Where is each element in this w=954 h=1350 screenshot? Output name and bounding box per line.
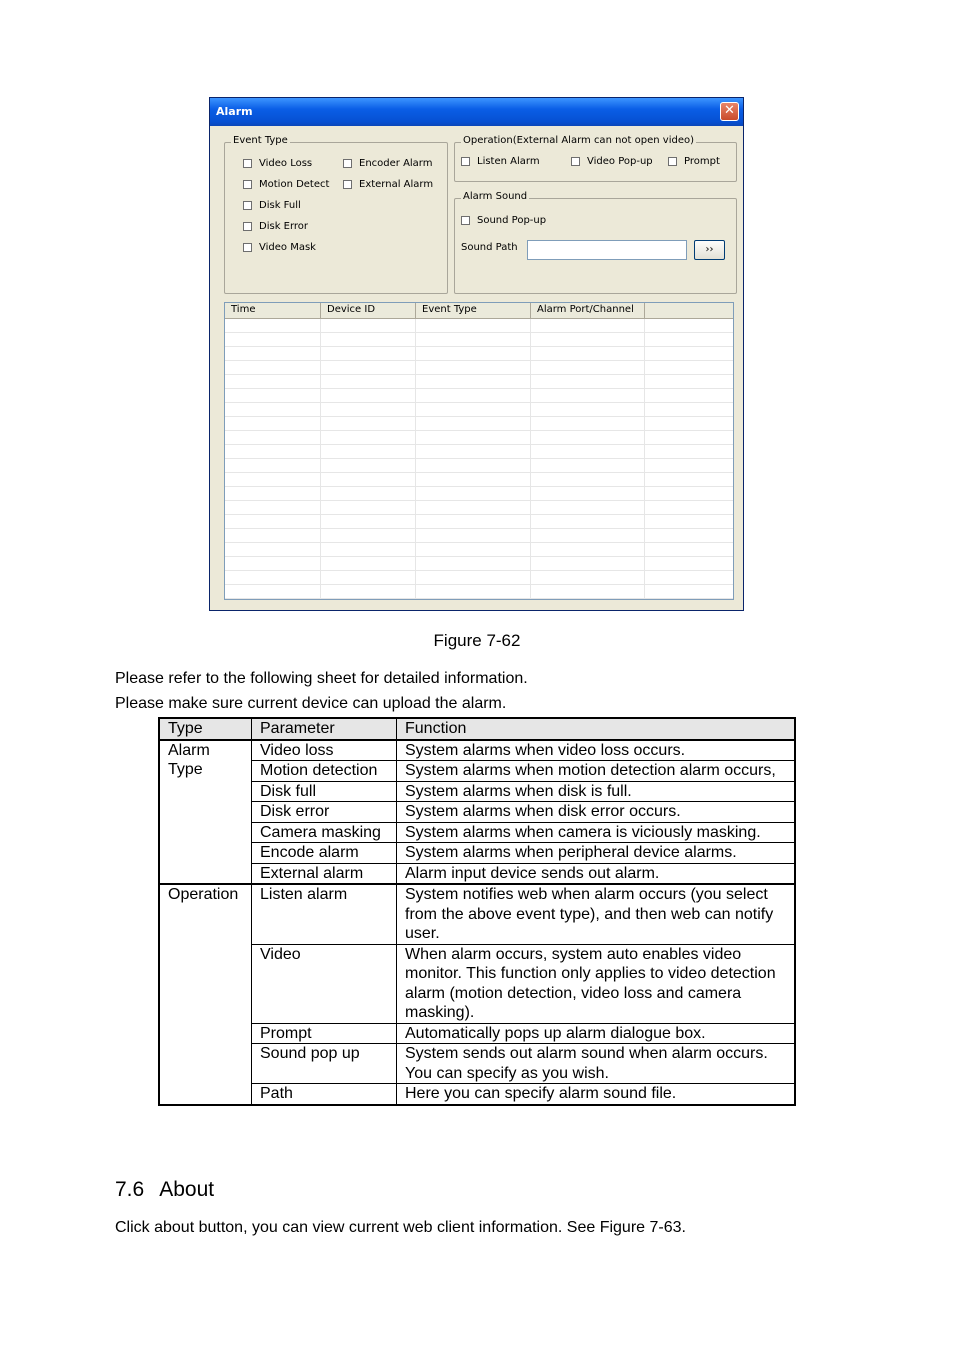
function-cell: Alarm input device sends out alarm. (397, 863, 796, 884)
parameter-cell: Encode alarm (252, 843, 397, 864)
checkbox-label: Encoder Alarm (359, 158, 433, 169)
column-header-event-type[interactable]: Event Type (416, 303, 531, 319)
checkbox-video-loss[interactable] (243, 158, 312, 169)
alarm-sound-legend: Alarm Sound (463, 191, 528, 202)
parameter-cell: Path (252, 1084, 397, 1105)
dialog-titlebar[interactable] (210, 98, 743, 126)
header-type: Type (159, 718, 252, 740)
function-cell: Here you can specify alarm sound file. (397, 1084, 796, 1105)
function-cell: System alarms when motion detection alarm occurs, (397, 761, 796, 782)
function-cell: System alarms when disk error occurs. (397, 802, 796, 823)
checkbox-disk-error[interactable] (243, 221, 308, 232)
alarm-list[interactable] (224, 302, 734, 600)
header-parameter: Parameter (252, 718, 397, 740)
function-cell: Automatically pops up alarm dialogue box. (397, 1023, 796, 1044)
close-button[interactable] (720, 102, 739, 121)
table-row (159, 802, 795, 823)
section-body: Click about button, you can view current web client information. See Figure 7-63. (115, 1219, 686, 1236)
parameter-cell: Listen alarm (252, 884, 397, 944)
checkbox-box[interactable] (571, 157, 580, 166)
function-cell: System alarms when disk is full. (397, 781, 796, 802)
parameter-cell: Prompt (252, 1023, 397, 1044)
checkbox-box[interactable] (243, 180, 252, 189)
header-function: Function (397, 718, 796, 740)
checkbox-video-popup[interactable] (571, 156, 653, 167)
section-heading (115, 1178, 214, 1202)
column-header-empty (645, 303, 733, 319)
checkbox-box[interactable] (343, 180, 352, 189)
checkbox-box[interactable] (243, 243, 252, 252)
function-cell: System alarms when peripheral device alarms. (397, 843, 796, 864)
checkbox-box[interactable] (243, 222, 252, 231)
checkbox-disk-full[interactable] (243, 200, 301, 211)
intro-paragraph-2: Please make sure current device can upload the alarm. (115, 695, 507, 712)
figure-caption: Figure 7-62 (433, 631, 521, 650)
browse-icon: ›› (705, 244, 714, 255)
table-row (159, 884, 795, 944)
function-cell: System alarms when video loss occurs. (397, 740, 796, 761)
table-row (159, 740, 795, 761)
browse-button[interactable] (694, 240, 725, 260)
checkbox-box[interactable] (243, 201, 252, 210)
table-row (159, 1023, 795, 1044)
dialog-title: Alarm (216, 105, 253, 118)
checkbox-motion-detect[interactable] (243, 179, 329, 190)
checkbox-box[interactable] (461, 157, 470, 166)
parameter-cell: Disk full (252, 781, 397, 802)
parameter-cell: External alarm (252, 863, 397, 884)
checkbox-label: Prompt (684, 156, 720, 167)
table-header-row (159, 718, 795, 740)
checkbox-label: Listen Alarm (477, 156, 540, 167)
alarm-list-header (225, 303, 733, 319)
type-cell: Alarm Type (159, 740, 252, 885)
event-type-legend: Event Type (233, 135, 288, 146)
parameter-cell: Sound pop up (252, 1044, 397, 1084)
table-row (159, 1084, 795, 1105)
checkbox-prompt[interactable] (668, 156, 720, 167)
intro-paragraph-1: Please refer to the following sheet for detailed information. (115, 670, 528, 687)
parameter-cell: Video (252, 944, 397, 1023)
checkbox-label: Motion Detect (259, 179, 330, 190)
checkbox-listen-alarm[interactable] (461, 156, 540, 167)
checkbox-encoder-alarm[interactable] (343, 158, 433, 169)
checkbox-label: Disk Error (259, 221, 309, 232)
column-header-device-id[interactable]: Device ID (321, 303, 416, 319)
column-header-alarm-port[interactable]: Alarm Port/Channel (531, 303, 645, 319)
checkbox-sound-popup[interactable] (461, 215, 546, 226)
checkbox-label: External Alarm (359, 179, 434, 190)
checkbox-box[interactable] (243, 159, 252, 168)
alarm-list-grid (225, 319, 733, 599)
checkbox-box[interactable] (668, 157, 677, 166)
close-icon: ✕ (724, 103, 735, 118)
table-row (159, 781, 795, 802)
function-cell: System sends out alarm sound when alarm occurs. You can specify as you wish. (397, 1044, 796, 1084)
table-row (159, 843, 795, 864)
checkbox-box[interactable] (461, 216, 470, 225)
function-cell: When alarm occurs, system auto enables video monitor. This function only applies to video detection alarm (motion detection, video loss and camera masking). (397, 944, 796, 1023)
function-cell: System notifies web when alarm occurs (you select from the above event type), and then web can notify user. (397, 884, 796, 944)
function-cell: System alarms when camera is viciously masking. (397, 822, 796, 843)
checkbox-label: Sound Pop-up (477, 215, 547, 226)
parameter-cell: Video loss (252, 740, 397, 761)
checkbox-label: Video Loss (259, 158, 313, 169)
checkbox-label: Video Pop-up (587, 156, 653, 167)
sound-path-label: Sound Path (461, 242, 518, 253)
section-title: About (159, 1178, 215, 1201)
parameter-cell: Disk error (252, 802, 397, 823)
checkbox-box[interactable] (343, 159, 352, 168)
table-row (159, 1044, 795, 1084)
parameter-cell: Camera masking (252, 822, 397, 843)
sound-path-input[interactable] (527, 240, 687, 260)
parameter-cell: Motion detection (252, 761, 397, 782)
table-row (159, 822, 795, 843)
section-number: 7.6 (115, 1178, 145, 1201)
table-row (159, 944, 795, 1023)
checkbox-label: Disk Full (259, 200, 301, 211)
checkbox-external-alarm[interactable] (343, 179, 433, 190)
checkbox-video-mask[interactable] (243, 242, 316, 253)
operation-legend: Operation(External Alarm can not open video) (463, 135, 694, 146)
table-row (159, 761, 795, 782)
checkbox-label: Video Mask (259, 242, 316, 253)
alarm-parameter-table (158, 717, 796, 1106)
table-row (159, 863, 795, 884)
type-cell: Operation (159, 884, 252, 1105)
column-header-time[interactable]: Time (225, 303, 321, 319)
alarm-dialog (209, 97, 744, 611)
